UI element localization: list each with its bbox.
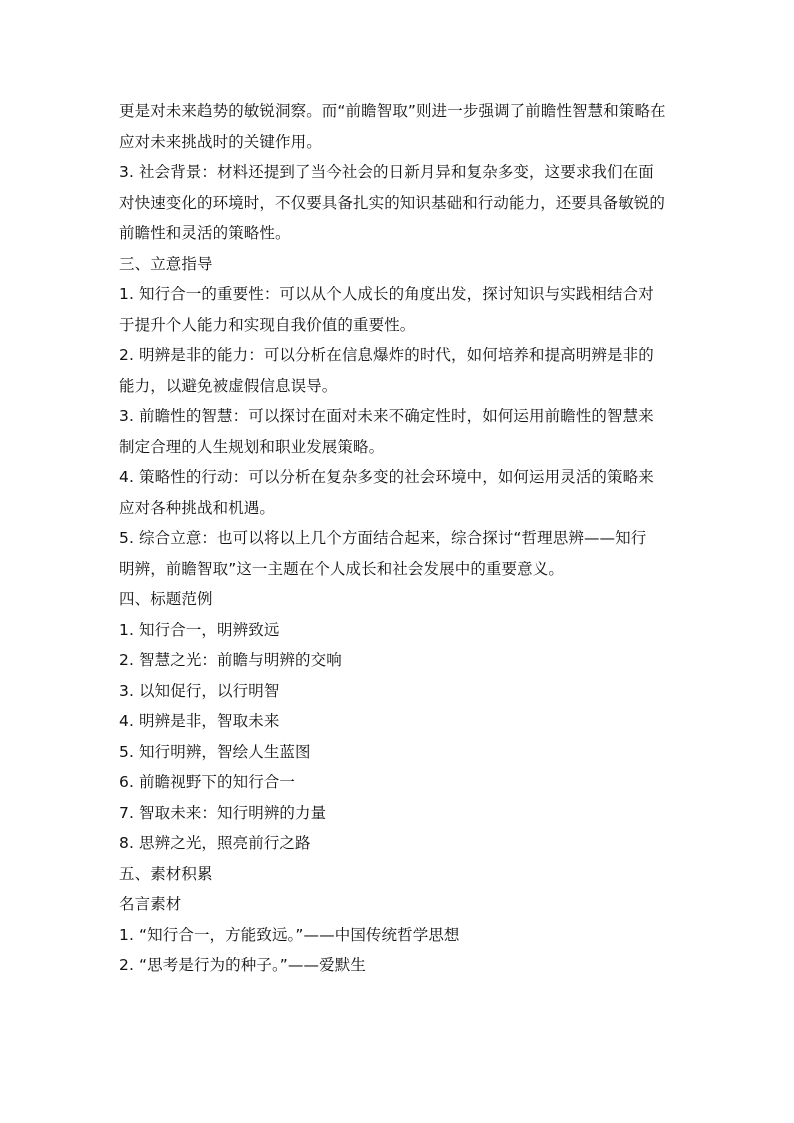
- paragraph-line: 应对未来挑战时的关键作用。: [119, 132, 322, 151]
- list-item: 4. 明辨是非，智取未来: [119, 712, 280, 730]
- document-body: [119, 96, 679, 981]
- list-item: 3. 前瞻性的智慧：可以探讨在面对未来不确定性时，如何运用前瞻性的智慧来: [119, 407, 654, 425]
- quote-item: 1. “知行合一，方能致远。”——中国传统哲学思想: [119, 925, 460, 944]
- list-item: 5. 综合立意：也可以将以上几个方面结合起来，综合探讨“哲理思辨——知行: [119, 529, 647, 547]
- paragraph-line: 更是对未来趋势的敏锐洞察。而“前瞻智取”则进一步强调了前瞻性智慧和策略在: [119, 102, 666, 120]
- list-item: 3. 社会背景：材料还提到了当今社会的日新月异和复杂多变，这要求我们在面: [119, 163, 654, 181]
- paragraph-line: 明辨，前瞻智取”这一主题在个人成长和社会发展中的重要意义。: [119, 559, 564, 578]
- list-item: 5. 知行明辨，智绘人生蓝图: [119, 742, 311, 761]
- section-heading-material-accumulation: 五、素材积累: [119, 864, 213, 883]
- paragraph-line: 制定合理的人生规划和职业发展策略。: [119, 437, 385, 456]
- section-heading-theme-guidance: 三、立意指导: [119, 254, 213, 273]
- paragraph-line: 对快速变化的环境时，不仅要具备扎实的知识基础和行动能力，还要具备敏锐的: [119, 193, 666, 212]
- list-item: 1. 知行合一，明辨致远: [119, 620, 280, 639]
- paragraph-line: 于提升个人能力和实现自我价值的重要性。: [119, 315, 416, 334]
- section-heading-title-examples: 四、标题范例: [119, 590, 213, 608]
- list-item: 8. 思辨之光，照亮前行之路: [119, 834, 311, 852]
- paragraph-line: 前瞻性和灵活的策略性。: [119, 224, 291, 242]
- list-item: 2. 明辨是非的能力：可以分析在信息爆炸的时代，如何培养和提高明辨是非的: [119, 346, 654, 364]
- paragraph-line: 应对各种挑战和机遇。: [119, 498, 276, 517]
- list-item: 6. 前瞻视野下的知行合一: [119, 773, 296, 791]
- paragraph-line: 能力，以避免被虚假信息误导。: [119, 376, 338, 395]
- list-item: 3. 以知促行，以行明智: [119, 681, 280, 700]
- subheading-quote-material: 名言素材: [119, 895, 182, 913]
- list-item: 1. 知行合一的重要性：可以从个人成长的角度出发，探讨知识与实践相结合对: [119, 285, 654, 303]
- list-item: 7. 智取未来：知行明辨的力量: [119, 803, 327, 822]
- list-item: 2. 智慧之光：前瞻与明辨的交响: [119, 651, 342, 669]
- quote-item: 2. “思考是行为的种子。”——爱默生: [119, 956, 366, 974]
- list-item: 4. 策略性的行动：可以分析在复杂多变的社会环境中，如何运用灵活的策略来: [119, 468, 654, 486]
